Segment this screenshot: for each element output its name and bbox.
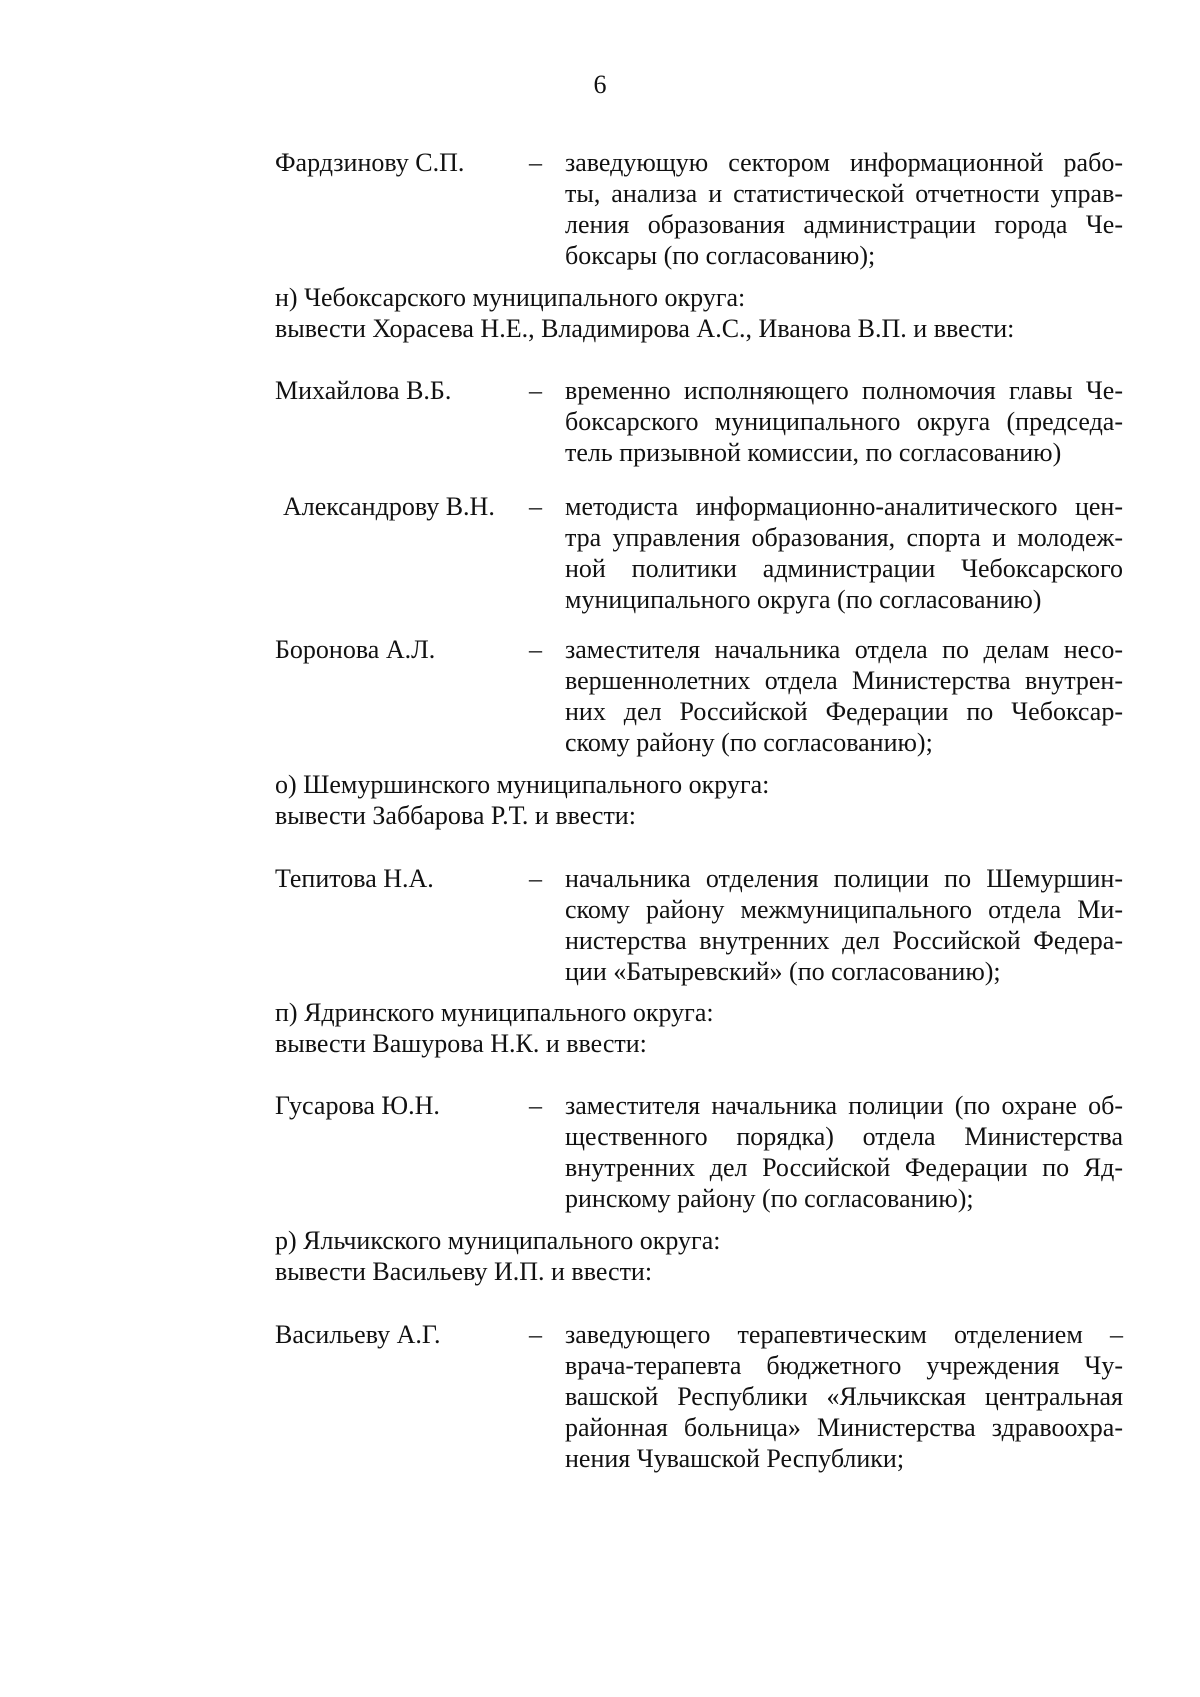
district-heading-yalchiksky xyxy=(275,1225,1123,1287)
district-title: о) Шемуршинского муниципального округа: xyxy=(275,770,770,799)
dash-separator: – xyxy=(529,492,542,521)
description-line: нистерства внутренних дел Российской Федера- xyxy=(565,926,1123,955)
description-line: боксарского муниципального округа (председа- xyxy=(565,407,1123,436)
position-description xyxy=(565,375,1123,468)
position-description xyxy=(565,1319,1123,1474)
description-line: методиста информационно-аналитического цен- xyxy=(565,492,1123,521)
description-line: ринскому району (по согласованию); xyxy=(565,1184,974,1213)
description-line: ты, анализа и статистической отчетности управ- xyxy=(565,179,1123,208)
description-line: заместителя начальника отдела по делам несо- xyxy=(565,635,1123,664)
change-instruction: вывести Вашурова Н.К. и ввести: xyxy=(275,1029,647,1058)
description-line: ции «Батыревский» (по согласованию); xyxy=(565,957,1001,986)
person-name: Александрову В.Н. xyxy=(283,492,495,521)
description-line: скому району (по согласованию); xyxy=(565,728,933,757)
description-line: заведующего терапевтическим отделением – xyxy=(565,1320,1123,1349)
dash-separator: – xyxy=(529,376,542,405)
page-number: 6 xyxy=(593,70,607,99)
description-line: тель призывной комиссии, по согласованию) xyxy=(565,438,1062,467)
dash-separator: – xyxy=(529,1320,542,1349)
person-name: Тепитова Н.А. xyxy=(275,864,434,893)
description-line: внутренних дел Российской Федерации по Яд- xyxy=(565,1153,1123,1182)
change-instruction: вывести Заббарова Р.Т. и ввести: xyxy=(275,801,636,830)
description-line: ной политики администрации Чебоксарского xyxy=(565,554,1123,583)
description-line: тра управления образования, спорта и молодеж- xyxy=(565,523,1123,552)
person-name: Михайлова В.Б. xyxy=(275,376,452,405)
person-name: Боронова А.Л. xyxy=(275,635,436,664)
dash-separator: – xyxy=(529,1091,542,1120)
description-line: муниципального округа (по согласованию) xyxy=(565,585,1042,614)
description-line: них дел Российской Федерации по Чебоксар- xyxy=(565,697,1123,726)
person-name: Гусарова Ю.Н. xyxy=(275,1091,440,1120)
change-instruction: вывести Хорасева Н.Е., Владимирова А.С., Иванова В.П. и ввести: xyxy=(275,314,1015,343)
description-line: начальника отделения полиции по Шемуршин- xyxy=(565,864,1123,893)
description-line: нения Чувашской Республики; xyxy=(565,1444,905,1473)
position-description xyxy=(565,147,1123,271)
description-line: заведующую сектором информационной рабо- xyxy=(565,148,1123,177)
change-instruction: вывести Васильеву И.П. и ввести: xyxy=(275,1257,653,1286)
description-line: вершеннолетних отдела Министерства внутрен- xyxy=(565,666,1123,695)
position-description xyxy=(565,1090,1123,1214)
description-line: ления образования администрации города Че- xyxy=(565,210,1123,239)
district-title: р) Яльчикского муниципального округа: xyxy=(275,1226,721,1255)
description-line: врача-терапевта бюджетного учреждения Чу- xyxy=(565,1351,1123,1380)
district-heading-shemurshinsky xyxy=(275,769,1123,831)
person-name: Фардзинову С.П. xyxy=(275,148,465,177)
district-title: н) Чебоксарского муниципального округа: xyxy=(275,283,746,312)
description-line: боксары (по согласованию); xyxy=(565,241,876,270)
description-line: районная больница» Министерства здравоохра- xyxy=(565,1413,1123,1442)
description-line: щественного порядка) отдела Министерства xyxy=(565,1122,1123,1151)
dash-separator: – xyxy=(529,635,542,664)
description-line: скому району межмуниципального отдела Ми- xyxy=(565,895,1123,924)
dash-separator: – xyxy=(529,864,542,893)
description-line: временно исполняющего полномочия главы Че- xyxy=(565,376,1123,405)
description-line: вашской Республики «Яльчикская центральная xyxy=(565,1382,1123,1411)
position-description xyxy=(565,634,1123,758)
person-name: Васильеву А.Г. xyxy=(275,1320,441,1349)
district-heading-cheboksarsky xyxy=(275,282,1123,344)
dash-separator: – xyxy=(529,148,542,177)
district-heading-yadrinsky xyxy=(275,997,1123,1059)
district-title: п) Ядринского муниципального округа: xyxy=(275,998,714,1027)
description-line: заместителя начальника полиции (по охране об- xyxy=(565,1091,1123,1120)
position-description xyxy=(565,863,1123,987)
position-description xyxy=(565,491,1123,615)
